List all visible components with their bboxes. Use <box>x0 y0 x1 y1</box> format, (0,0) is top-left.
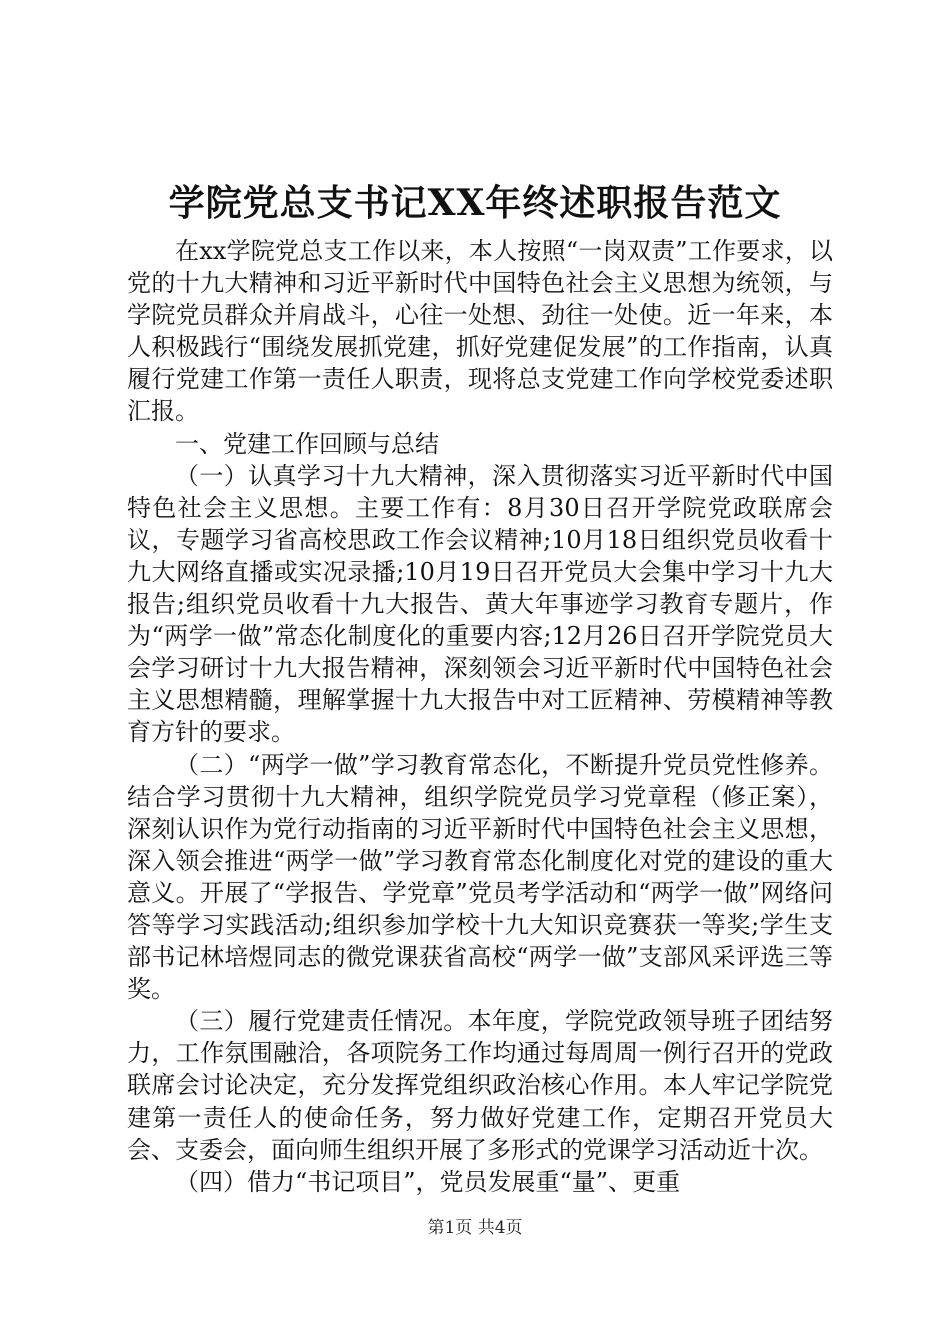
document-body <box>127 235 833 1198</box>
paragraph-item-4: （四）借力“书记项目”，党员发展重“量”、更重 <box>175 1167 681 1196</box>
page-footer: 第1页 共4页 <box>427 1218 523 1238</box>
document-title: 学院党总支书记XX年终述职报告范文 <box>168 182 782 224</box>
paragraph-item-2: （二）“两学一做”学习教育常态化，不断提升党员党性修养。结合学习贯彻十九大精神，组织学院党员学习党章程（修正案），深刻认识作为党行动指南的习近平新时代中国特色社会主义思想，深入领会推进“两学一做”学习教育常态化制度化对党的建设的重大意义。开展了“学报告、学党章”党员考学活动和“两学一做”网络问答等学习实践活动;组织参加学校十九大知识竞赛获一等奖;学生支部书记林培煜同志的微党课获省高校“两学一做”支部风采评选三等奖。 <box>127 750 833 1004</box>
paragraph-item-1: （一）认真学习十九大精神，深入贯彻落实习近平新时代中国特色社会主义思想。主要工作有：8月30日召开学院党政联席会议，专题学习省高校思政工作会议精神;10月18日组织党员收看十九大网络直播或实况录播;10月19日召开党员大会集中学习十九大报告;组织党员收看十九大报告、黄大年事迹学习教育专题片，作为“两学一做”常态化制度化的重要内容;12月26日召开学院党员大会学习研讨十九大报告精神，深刻领会习近平新时代中国特色社会主义思想精髓，理解掌握十九大报告中对工匠精神、劳模精神等教育方针的要求。 <box>127 461 833 747</box>
section-heading: 一、党建工作回顾与总结 <box>175 429 439 458</box>
paragraph-item-3: （三）履行党建责任情况。本年度，学院党政领导班子团结努力，工作氛围融洽，各项院务工作均通过每周周一例行召开的党政联席会讨论决定，充分发挥党组织政治核心作用。本人牢记学院党建第一责任人的使命任务，努力做好党建工作，定期召开党员大会、支委会，面向师生组织开展了多形式的党课学习活动近十次。 <box>127 1007 833 1164</box>
paragraph-intro: 在xx学院党总支工作以来，本人按照“一岗双责”工作要求，以党的十九大精神和习近平新时代中国特色社会主义思想为统领，与学院党员群众并肩战斗，心往一处想、劲往一处使。近一年来，本人积极践行“围绕发展抓党建，抓好党建促发展”的工作指南，认真履行党建工作第一责任人职责，现将总支党建工作向学校党委述职汇报。 <box>127 237 833 426</box>
